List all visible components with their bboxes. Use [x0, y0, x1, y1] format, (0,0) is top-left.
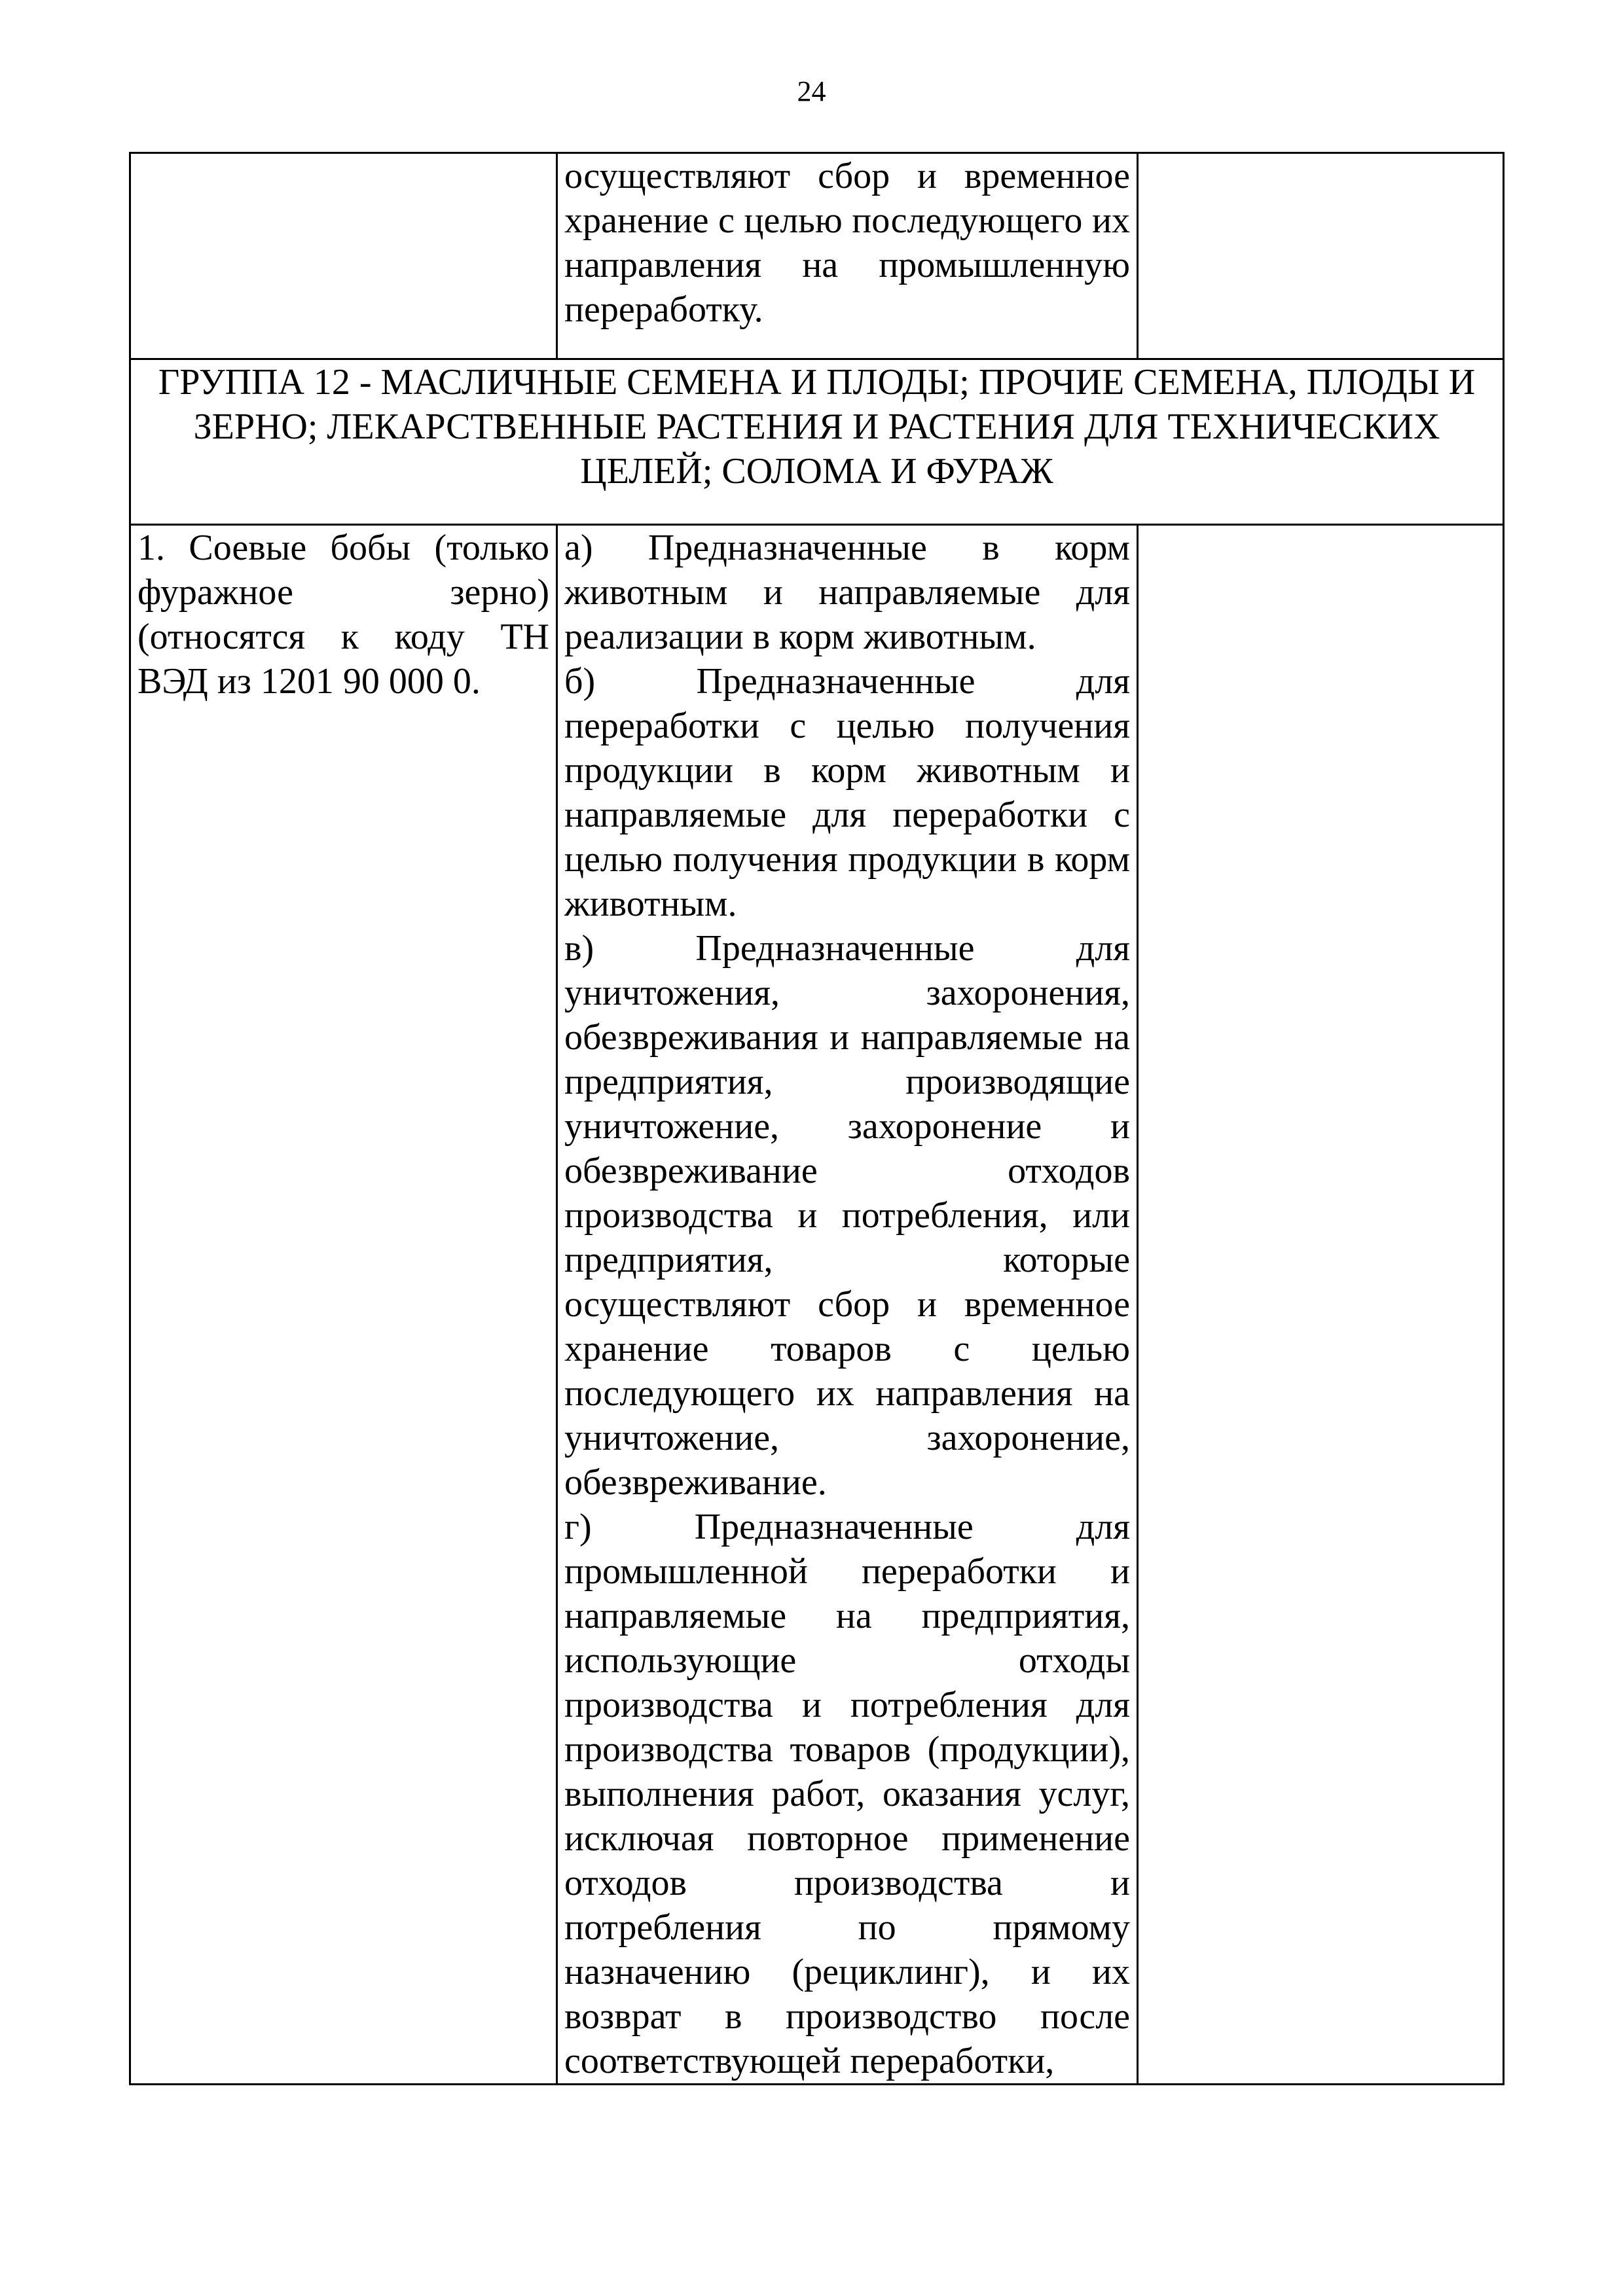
item-product-cell: 1. Соевые бобы (только фуражное зерно) (относятся к коду ТН ВЭД из 1201 90 000 0.: [130, 525, 557, 2085]
regulation-table: [129, 152, 1504, 2085]
continuation-cell-product: [130, 153, 557, 359]
item-notes-cell: [1138, 525, 1504, 2085]
item-row: [130, 525, 1504, 2085]
item-purpose-cell: [557, 525, 1138, 2085]
purpose-item-b: б) Предназначенные для переработки с целью получения продукции в корм животным и направляемые для переработки с целью получения продукции в корм животным.: [564, 661, 1130, 924]
continuation-cell-purpose: осуществляют сбор и временное хранение с целью последующего их направления на промышленную переработку.: [557, 153, 1138, 359]
purpose-item-v: в) Предназначенные для уничтожения, захоронения, обезвреживания и направляемые на предприятия, производящие уничтожение, захоронение и обезвреживание отходов производства и потребления, или предприятия, которые осуществляют сбор и временное хранение товаров с целью последующего их направления на уничтожение, захоронение, обезвреживание.: [564, 928, 1130, 1503]
purpose-item-a: а) Предназначенные в корм животным и направляемые для реализации в корм животным.: [564, 528, 1130, 657]
continuation-row: [130, 153, 1504, 359]
group-heading: ГРУППА 12 - МАСЛИЧНЫЕ СЕМЕНА И ПЛОДЫ; ПРОЧИЕ СЕМЕНА, ПЛОДЫ И ЗЕРНО; ЛЕКАРСТВЕННЫЕ РАСТЕНИЯ И РАСТЕНИЯ ДЛЯ ТЕХНИЧЕСКИХ ЦЕЛЕЙ; СОЛОМА И ФУРАЖ: [130, 359, 1504, 525]
page-number: 24: [797, 75, 826, 107]
continuation-cell-notes: [1138, 153, 1504, 359]
purpose-item-g: г) Предназначенные для промышленной переработки и направляемые на предприятия, использующие отходы производства и потребления для производства товаров (продукции), выполнения работ, оказания услуг, исключая повторное применение отходов производства и потребления по прямому назначению (рециклинг), и их возврат в производство после соответствующей переработки,: [564, 1507, 1130, 2081]
group-heading-row: [130, 359, 1504, 525]
